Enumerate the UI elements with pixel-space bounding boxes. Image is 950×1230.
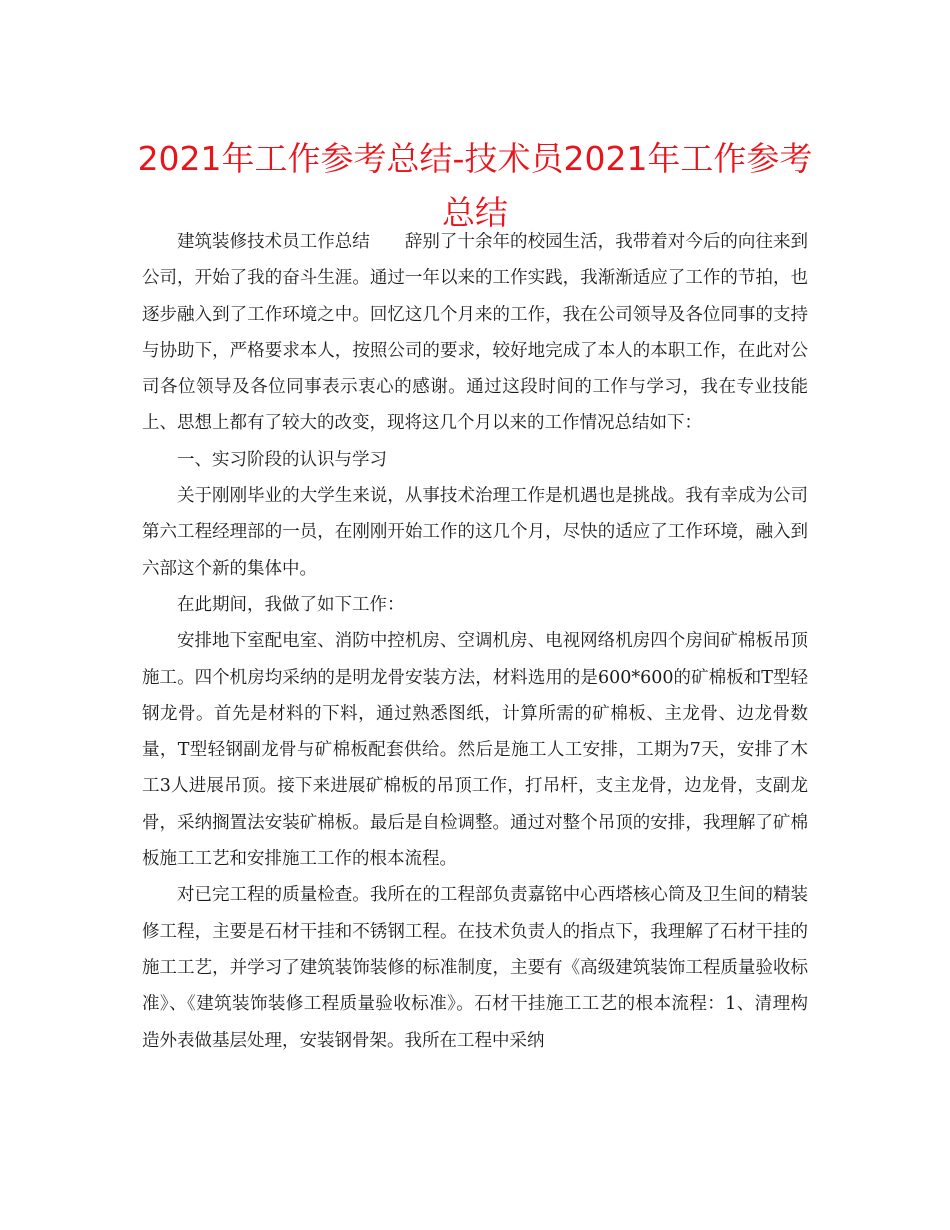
paragraph: 关于刚刚毕业的大学生来说，从事技术治理工作是机遇也是挑战。我有幸成为公司第六工程经理部的一员，在刚刚开始工作的这几个月，尽快的适应了工作环境，融入到六部这个新的集体中。 <box>142 486 808 579</box>
paragraph: 安排地下室配电室、消防中控机房、空调机房、电视网络机房四个房间矿棉板吊顶施工。四个机房均采纳的是明龙骨安装方法，材料选用的是600*600的矿棉板和T型轻钢龙骨。首先是材料的下料，通过熟悉图纸，计算所需的矿棉板、主龙骨、边龙骨数量，T型轻钢副龙骨与矿棉板配套供给。然后是施工人工安排，工期为7天，安排了木工3人进展吊顶。接下来进展矿棉板的吊顶工作，打吊杆，支主龙骨，边龙骨，支副龙骨，采纳搁置法安装矿棉板。最后是自检调整。通过对整个吊顶的安排，我理解了矿棉板施工工艺和安排施工工作的根本流程。 <box>142 631 808 870</box>
document-title: 2021年工作参考总结-技术员2021年工作参考总结 <box>137 139 813 232</box>
paragraph: 在此期间，我做了如下工作： <box>177 594 405 615</box>
paragraph: 对已完工程的质量检查。我所在的工程部负责嘉铭中心西塔核心筒及卫生间的精装修工程，主要是石材干挂和不锈钢工程。在技术负责人的指点下，我理解了石材干挂的施工工艺，并学习了建筑装饰装修的标准制度，主要有《高级建筑装饰工程质量验收标准》、《建筑装饰装修工程质量验收标准》。石材干挂施工工艺的根本流程：1、清理构造外表做基层处理，安装钢骨架。我所在工程中采纳 <box>142 885 808 1051</box>
section-heading: 一、实习阶段的认识与学习 <box>177 449 387 470</box>
document-body <box>142 224 808 1059</box>
paragraph: 建筑装修技术员工作总结 辞别了十余年的校园生活，我带着对今后的向往来到公司，开始了我的奋斗生涯。通过一年以来的工作实践，我渐渐适应了工作的节拍，也逐步融入到了工作环境之中。回忆这几个月来的工作，我在公司领导及各位同事的支持与协助下，严格要求本人，按照公司的要求，较好地完成了本人的本职工作，在此对公司各位领导及各位同事表示衷心的感谢。通过这段时间的工作与学习，我在专业技能上、思想上都有了较大的改变，现将这几个月以来的工作情况总结如下： <box>142 232 808 434</box>
